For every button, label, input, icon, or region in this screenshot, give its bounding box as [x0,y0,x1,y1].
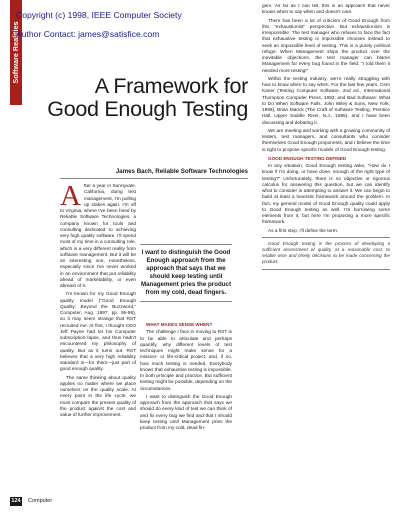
paragraph: The same thinking about quality applies no matter where we place ourselves on the quality scale. At every point in the life cycle, we must compare the present quality of the product against the cost and value of further improvement. [60,375,136,418]
author-contact[interactable]: Author Contact: james@satisfice.com [16,29,160,39]
department-label: Software Realities [11,21,20,84]
paragraph: Within the testing industry, we're really struggling with how to know when to say when. For the last few years, Cem Kaner (Testing Computer Software, 2nd ed., International Thompson Computer Press, 1993; and Bad Software: What to Do When Software Fails, John Wiley & Sons, New York, 1998), Brian Marick (The Craft of Software Testing, Prentice Hall, Upper Saddle River, N.J., 1995), and I have been discussing and debating it. [262,76,390,126]
section-heading: WHAT MAKES SENSE WHEN? [146,322,213,327]
paragraph: As a first step, I'll define the term: [268,228,339,234]
pull-quote: I want to distinguish the Good Enough approach from the approach that says that we should keep testing until Management pries the product from my cold, dead fingers. [140,244,232,302]
page-number: 124 [11,498,21,504]
definition-box: Good Enough testing is the process of developing a sufficient assessment of quality, at a reasonable cost, to enable wise and timely decisions to be made concerning the product. [262,237,390,270]
paragraph: After a year in Sunnyvale, California, doing test management, I'm pulling up stakes again. I'm off to Virginia, where I've been hired by Reliable Software Technologies, a company known for tools and consulting dedicated to achieving very high quality software. I'll spend most of my time in a consulting role, which is a very different reality from software management. But it will be an interesting one, nonetheless, especially since I've never worked in an environment that put reliability ahead of marketability, or even abreast of it. [60,184,136,289]
journal-name: Computer [28,498,53,504]
paragraph: gers. As far as I can tell, this is an approach that never knows when to say when and doesn't care. [262,4,390,16]
paragraph: We are meeting and working with a growing community of testers, test managers, and consultants who consider themselves Good Enough proponents, and I believe the time is right to propose specific models of Good Enough testing. [262,128,390,153]
paragraph: In any situation, Good Enough testing asks, "How do I know if I'm doing, or have done, enough of the right type of testing?" Unfortunately, there is no objective or rigorous calculus for answering this question, but we can identify what to consider in attempting to answer it. We can begin to build at least a heuristic framework around the problem. In fact, my general model of Good Enough quality could apply to Good Enough testing as well. I'm borrowing some elements from it, but here I'm proposing a more specific framework. [262,164,390,226]
paragraph: I'm known for my Good Enough quality model ("Good Enough Quality: Beyond the Buzzword," Computer, Aug. 1997, pp. 96-98), so it may seem strange that RST recruited me. At first, I thought CEO Jeff Payne had let his Computer subscription lapse, and thus hadn't encountered my philosophy of quality. But as it turns out, RST believes that a very high reliability standard is—for them—just part of good enough quality. [60,292,136,373]
paragraph: The challenge I face in moving to RST is to be able to articulate and perhaps quantify, why different levels of test techniques might make sense for a mission- or life-critical project, and, if so, how much testing is needed. Everybody knows that exhaustive testing is impossible. In both principle and practice. But sufficient testing might be possible, depending on the circumstances. [140,330,232,392]
title-rule [60,178,248,179]
article-title: A Framework for Good Enough Testing [47,74,248,121]
column-3 [262,4,390,492]
copyright-notice [16,6,236,44]
paragraph: There has been a lot of criticism of Good Enough from this "exhaustionist" perspective. But exhaustionism is irresponsible: The test manager who refuses to face the fact that exhaustive testing is impossible chooses instead to seek an impossible level of testing. This is a purely political refuge: When Management ships the product over the inevitable objections, the test manager can blame Management for every bug found in the field: "I told them it needed more testing!" [262,18,390,74]
paragraph: I want to distinguish the Good Enough approach from the approach that says we should do every kind of test we can think of and fix every bug we find and that I should keep testing until Management pries the product from my cold, dead fin- [140,394,232,431]
article-byline: James Bach, Reliable Software Technologies [115,168,248,175]
section-heading: GOOD ENOUGH TESTING DEFINED [268,155,347,161]
drop-cap: A [60,184,81,212]
copyright-line: Copyright (c) 1998, IEEE Computer Society [16,10,182,20]
column-2 [140,322,232,492]
column-1 [60,184,136,490]
